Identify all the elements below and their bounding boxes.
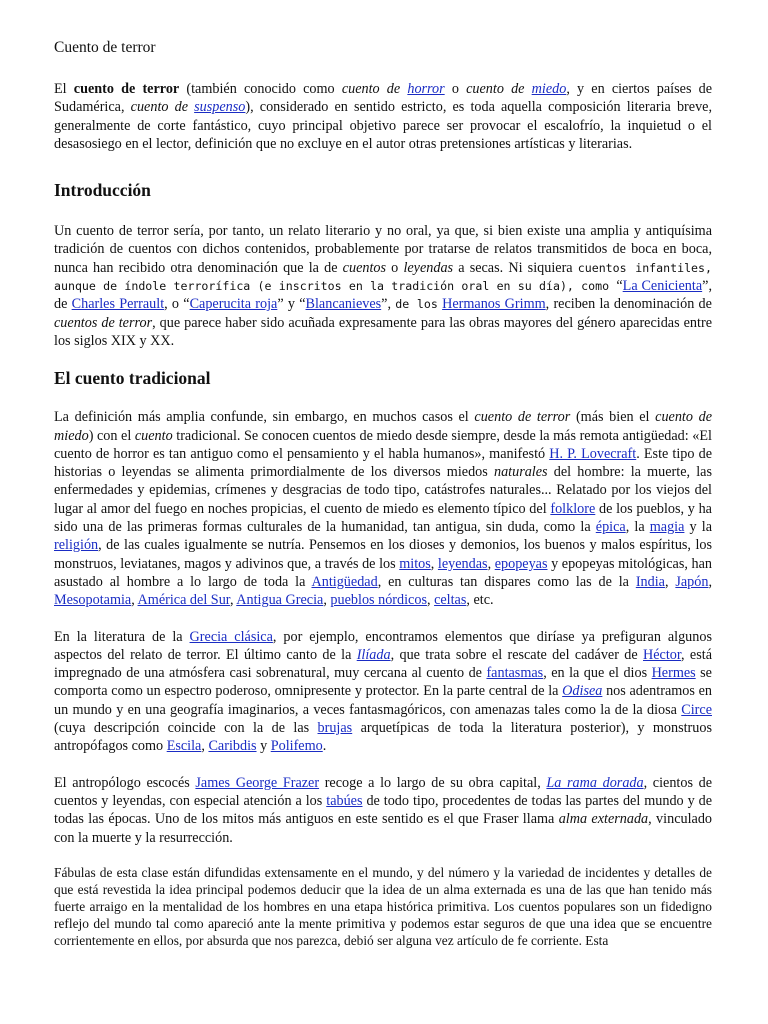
document-content bbox=[54, 38, 712, 949]
link-pueblos-nordicos[interactable]: pueblos nórdicos bbox=[330, 592, 427, 609]
link-hermanos-grimm[interactable]: Hermanos Grimm bbox=[442, 296, 546, 313]
paragraph-definition: El cuento de terror (también conocido como cuento de horror o cuento de miedo, y en ciertos países de Sudamérica, cuento de suspenso), considerado en sentido estricto, es toda aquella composición literaria breve, generalmente de corte fantástico, cuyo principal objetivo parece ser provocar el escalofrío, la inquietud o el desasosiego en el lector, definición que no excluye en el autor otras pretensiones artísticas y literarias. bbox=[54, 81, 713, 152]
link-india[interactable]: India bbox=[635, 573, 665, 590]
link-brujas[interactable]: brujas bbox=[317, 720, 353, 737]
link-america-del-sur[interactable]: América del Sur bbox=[137, 592, 230, 609]
link-magia[interactable]: magia bbox=[649, 519, 685, 536]
link-lovecraft[interactable]: H. P. Lovecraft bbox=[549, 445, 637, 462]
link-escila[interactable]: Escila bbox=[166, 738, 202, 755]
link-japon[interactable]: Japón bbox=[675, 573, 709, 590]
link-celtas[interactable]: celtas bbox=[434, 592, 467, 609]
link-hermes[interactable]: Hermes bbox=[651, 665, 696, 682]
link-mitos[interactable]: mitos bbox=[399, 555, 431, 572]
link-james-george-frazer[interactable]: James George Frazer bbox=[195, 774, 320, 791]
link-grecia-clasica[interactable]: Grecia clásica bbox=[189, 628, 273, 645]
heading-cuento-tradicional: El cuento tradicional bbox=[54, 368, 211, 389]
link-la-cenicienta[interactable]: La Cenicienta bbox=[622, 278, 703, 295]
page-title: Cuento de terror bbox=[54, 39, 156, 56]
link-charles-perrault[interactable]: Charles Perrault bbox=[71, 296, 165, 313]
link-miedo[interactable]: miedo bbox=[531, 81, 567, 97]
link-antigua-grecia[interactable]: Antigua Grecia bbox=[236, 592, 324, 609]
link-mesopotamia[interactable]: Mesopotamia bbox=[54, 592, 132, 609]
paragraph-quotation: Fábulas de esta clase están difundidas extensamente en el mundo, y del número y la variedad de incidentes y detalles de que está revestida la idea principal podemos deducir que la idea de un alma externada es una de las que han tenido más fuerte arraigo en la mentalidad de los hombres en una etapa histórica primitiva. Los cuentos populares son un fidedigno reflejo del mundo tal como apareció ante la mente primitiva y podemos estar seguros de que una idea que se encuentre corrientemente en ellos, por absurda que nos parezca, debió ser alguna vez artículo de fe corriente. Esta bbox=[54, 864, 712, 948]
paragraph-frazer: El antropólogo escocés James George Frazer recoge a lo largo de su obra capital, La rama dorada, cientos de cuentos y leyendas, con especial atención a los tabúes de todo tipo, procedentes de todas las partes del mundo y de todas las épocas. Uno de los mitos más antiguos en este sentido es el que Fraser llama alma externada, vinculado con la muerte y la resurrección. bbox=[54, 774, 713, 846]
paragraph-grecia-clasica: En la literatura de la Grecia clásica, por ejemplo, encontramos elementos que diríase ya prefiguran algunos aspectos del relato de terror. El último canto de la Ilíada, que trata sobre el rescate del cadáver de Héctor, está impregnado de una atmósfera casi sobrenatural, muy cercana al cuento de fantasmas, en la que el dios Hermes se comporta como un espectro poderoso, omnipresente y protector. En la parte central de la Odisea nos adentramos en un mundo y en una geografía imaginarios, a veces fantasmagóricos, con amenazas tales como la de la diosa Circe (cuya descripción coincide con la de las brujas arquetípicas de toda la literatura posterior), y monstruos antropófagos como Escila, Caribdis y Polifemo. bbox=[54, 628, 712, 755]
link-caperucita-roja[interactable]: Caperucita roja bbox=[189, 296, 278, 313]
link-la-rama-dorada[interactable]: La rama dorada bbox=[546, 774, 644, 791]
link-fantasmas[interactable]: fantasmas bbox=[486, 665, 544, 682]
link-hector[interactable]: Héctor bbox=[643, 646, 682, 663]
link-folklore[interactable]: folklore bbox=[550, 500, 596, 517]
link-leyendas[interactable]: leyendas bbox=[437, 555, 488, 572]
link-suspenso[interactable]: suspenso bbox=[194, 99, 246, 116]
link-antiguedad[interactable]: Antigüedad bbox=[311, 573, 378, 590]
link-odisea[interactable]: Odisea bbox=[562, 683, 603, 700]
link-polifemo[interactable]: Polifemo bbox=[270, 738, 323, 755]
link-circe[interactable]: Circe bbox=[681, 701, 712, 718]
link-religion[interactable]: religión bbox=[54, 537, 99, 554]
link-epica[interactable]: épica bbox=[595, 519, 626, 536]
heading-introduccion: Introducción bbox=[54, 180, 151, 201]
link-iliada[interactable]: Ilíada bbox=[356, 646, 391, 663]
link-caribdis[interactable]: Caribdis bbox=[208, 738, 257, 755]
link-epopeyas[interactable]: epopeyas bbox=[494, 555, 548, 572]
link-tabues[interactable]: tabúes bbox=[326, 792, 363, 809]
paragraph-introduccion: Un cuento de terror sería, por tanto, un relato literario y no oral, ya que, si bien existe una amplia y antiquísima tradición de cuentos con dichos contenidos, probablemente por tratarse de relatos transmitidos de boca en boca, nunca han recibido otra denominación que la de cuentos o leyendas a secas. Ni siquiera cuentos infantiles, aunque de índole terrorífica (e inscritos en la tradición oral en su día), como “La Cenicienta”, de Charles Perrault, o “Caperucita roja” y “Blancanieves”, de los Hermanos Grimm, reciben la denominación de cuentos de terror, que parece haber sido acuñada expresamente para las obras mayores del género aparecidas entre los siglos XIX y XX. bbox=[54, 223, 712, 349]
paragraph-cuento-tradicional: La definición más amplia confunde, sin embargo, en muchos casos el cuento de terror (más bien el cuento de miedo) con el cuento tradicional. Se conocen cuentos de miedo desde siempre, desde la más remota antigüedad: «El cuento de horror es tan antiguo como el pensamiento y el habla humanos», manifestó H. P. Lovecraft. Este tipo de historias o leyendas se alimenta primordialmente de los diversos miedos naturales del hombre: la muerte, las enfermedades y epidemias, crímenes y desgracias de todo tipo, catástrofes naturales... Relatado por los viejos del lugar al amor del fuego en noches propicias, el cuento de miedo es elemento típico del folklore de los pueblos, y ha sido una de las primeras formas culturales de la humanidad, tan antigua, sin duda, como la épica, la magia y la religión, de las cuales igualmente se nutría. Pensemos en los dioses y demonios, los buenos y malos espíritus, los monstruos, leviatanes, magos y adivinos que, a través de los mitos, leyendas, epopeyas y epopeyas mitológicas, han asustado al hombre a lo largo de toda la Antigüedad, en culturas tan dispares como las de la India, Japón, Mesopotamia, América del Sur, Antigua Grecia, pueblos nórdicos, celtas, etc. bbox=[54, 409, 713, 609]
link-horror[interactable]: horror bbox=[407, 81, 445, 97]
link-blancanieves[interactable]: Blancanieves bbox=[305, 296, 382, 313]
